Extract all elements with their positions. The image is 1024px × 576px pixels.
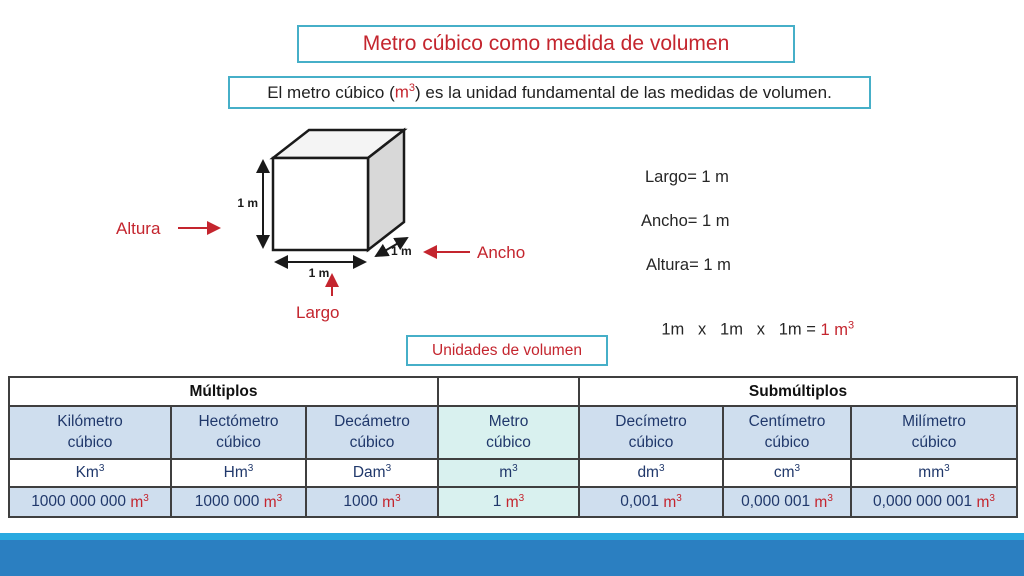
unit-symbol: Km	[75, 464, 99, 482]
subtitle-unit-exponent: 3	[408, 82, 416, 95]
depth-dimension-label: 1 m	[391, 244, 412, 258]
unit-symbol-cell	[306, 459, 438, 487]
unit-value-unit	[976, 494, 994, 511]
unit-symbol-cell	[723, 459, 851, 487]
subtitle-text-pre: El metro cúbico (	[267, 82, 395, 102]
fact-largo: Largo= 1 m	[645, 168, 729, 186]
unit-name-line1: Hectómetro	[198, 413, 279, 431]
unit-exponent: 3	[276, 492, 283, 504]
subtitle-box	[228, 76, 871, 109]
fact-ancho: Ancho= 1 m	[641, 212, 730, 230]
unit-symbol: Hm	[223, 464, 248, 482]
unit-base: m	[814, 493, 828, 511]
unit-name-line2: cúbico	[764, 433, 810, 451]
unit-base: m	[130, 493, 144, 511]
unit-exponent: 3	[827, 492, 833, 504]
unit-value-number: 1000	[343, 493, 378, 511]
unit-name-cell	[306, 406, 438, 459]
units-of-volume-label: Unidades de volumen	[432, 341, 582, 359]
cube-diagram	[100, 115, 560, 330]
unit-name-line1: Centímetro	[748, 413, 826, 431]
unit-value-number: 1	[492, 493, 502, 511]
unit-symbol-exponent: 3	[512, 463, 518, 475]
subtitle-unit-base: m	[394, 82, 409, 102]
unit-symbol-cell	[171, 459, 306, 487]
unit-value-number: 1000 000	[194, 493, 260, 511]
multiples-group-header: Múltiplos	[9, 377, 438, 406]
unit-value-cell	[723, 487, 851, 517]
unit-symbol-exponent: 3	[385, 463, 392, 475]
subtitle-unit	[395, 82, 415, 103]
unit-names-row	[9, 406, 1017, 459]
title-box	[297, 25, 795, 63]
unit-symbols-row	[9, 459, 1017, 487]
unit-value-cell	[579, 487, 723, 517]
unit-symbol-cell	[579, 459, 723, 487]
unit-exponent: 3	[518, 492, 525, 504]
units-table	[8, 376, 1018, 518]
unit-value-unit	[663, 494, 681, 511]
unit-base: m	[505, 493, 519, 511]
unit-name-cell-metro	[438, 406, 579, 459]
unit-symbol-exponent: 3	[658, 463, 665, 475]
unit-symbol: Dam	[352, 464, 386, 482]
unit-exponent: 3	[676, 492, 682, 504]
unit-base: m	[976, 493, 990, 511]
altura-label: Altura	[116, 219, 161, 238]
unit-value-cell	[306, 487, 438, 517]
unit-symbol-cell-metro	[438, 459, 579, 487]
unit-values-row	[9, 487, 1017, 517]
unit-name-line1: Decámetro	[334, 413, 410, 431]
units-of-volume-box	[406, 335, 608, 366]
unit-base: m	[663, 493, 677, 511]
unit-symbol-exponent: 3	[247, 463, 254, 475]
unit-value-unit	[814, 494, 832, 511]
unit-name-line1: Metro	[488, 413, 529, 431]
fact-altura: Altura= 1 m	[646, 256, 731, 274]
unit-exponent: 3	[395, 492, 401, 504]
unit-name-cell	[9, 406, 171, 459]
unit-value-number: 1000 000 000	[31, 493, 127, 511]
unit-name-line2: cúbico	[216, 433, 261, 451]
unit-name-cell	[171, 406, 306, 459]
unit-name-line1: Decímetro	[615, 413, 687, 431]
group-header-gap	[438, 377, 579, 406]
unit-value-number: 0,000 000 001	[873, 493, 973, 511]
footer-bar	[0, 540, 1024, 576]
formula-expression: 1m x 1m x 1m =	[661, 320, 821, 339]
unit-name-line1: Kilómetro	[57, 413, 123, 431]
unit-value-unit	[264, 494, 282, 511]
formula-result-value: 1 m	[820, 320, 848, 339]
length-dimension-label: 1 m	[308, 266, 330, 280]
unit-symbol: dm	[637, 464, 659, 482]
unit-value-number: 0,000 001	[741, 493, 811, 511]
unit-symbol: mm	[918, 464, 945, 482]
fact-formula	[643, 300, 854, 359]
unit-name-line1: Milímetro	[902, 413, 966, 431]
unit-base: m	[382, 493, 396, 511]
unit-name-line2: cúbico	[349, 433, 395, 451]
group-header-row	[9, 377, 1017, 406]
unit-exponent: 3	[989, 492, 995, 504]
unit-name-line2: cúbico	[486, 433, 531, 451]
footer-accent-bar	[0, 533, 1024, 540]
page-title: Metro cúbico como medida de volumen	[362, 32, 730, 55]
unit-symbol: cm	[773, 464, 795, 482]
unit-name-cell	[723, 406, 851, 459]
unit-name-cell	[579, 406, 723, 459]
formula-result-exponent: 3	[847, 319, 855, 331]
ancho-label: Ancho	[477, 243, 526, 262]
unit-value-cell	[851, 487, 1017, 517]
formula-result	[820, 321, 854, 339]
submultiples-group-header: Submúltiplos	[579, 377, 1017, 406]
subtitle-text-post: ) es la unidad fundamental de las medidas de volumen.	[415, 82, 832, 102]
height-dimension-label: 1 m	[237, 196, 258, 210]
unit-value-unit	[506, 494, 524, 511]
unit-value-cell	[171, 487, 306, 517]
unit-symbol-exponent: 3	[944, 463, 950, 475]
unit-symbol-cell	[9, 459, 171, 487]
unit-symbol-exponent: 3	[98, 463, 105, 475]
unit-name-line2: cúbico	[67, 433, 113, 451]
cube-front-face	[273, 158, 368, 250]
largo-label: Largo	[296, 303, 340, 322]
unit-name-line2: cúbico	[628, 433, 674, 451]
unit-value-number: 0,001	[620, 493, 659, 511]
unit-symbol-cell	[851, 459, 1017, 487]
unit-symbol-exponent: 3	[794, 463, 801, 475]
unit-name-line2: cúbico	[911, 433, 957, 451]
unit-value-unit	[382, 494, 400, 511]
unit-value-unit	[130, 494, 148, 511]
unit-exponent: 3	[143, 492, 149, 504]
unit-value-cell	[9, 487, 171, 517]
unit-name-cell	[851, 406, 1017, 459]
unit-base: m	[263, 493, 277, 511]
unit-symbol: m	[499, 464, 513, 482]
unit-value-cell-metro	[438, 487, 579, 517]
